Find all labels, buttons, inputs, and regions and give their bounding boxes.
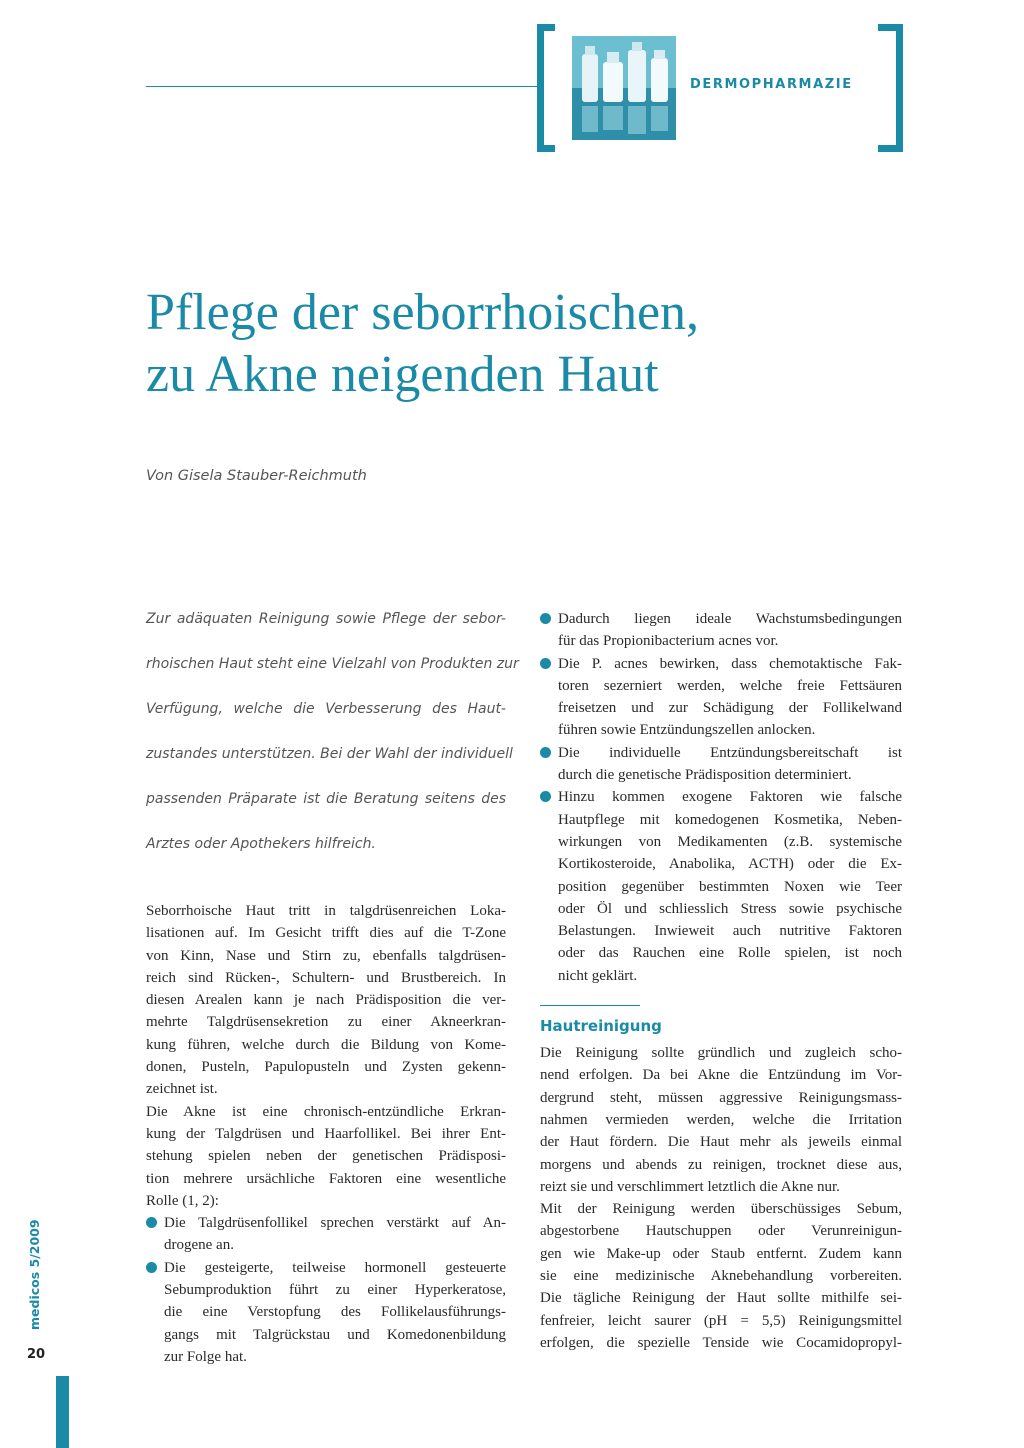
- body-column-right: [540, 608, 902, 1354]
- text-line: Die P. acnes bewirken, dass chemotaktische Fak-: [558, 655, 902, 672]
- title-line: Pflege der seborrhoischen,: [146, 284, 700, 341]
- bullet-dot-icon: [540, 791, 551, 802]
- lead-line: passenden Präparate ist die Beratung seitens des: [146, 791, 506, 807]
- text-line: für das Propionibacterium acnes vor.: [558, 633, 779, 650]
- text-line: sie eine medizinische Aknebehandlung vorbereiten.: [540, 1268, 902, 1285]
- text-line: morgens und abends zu reinigen, trocknet diese aus,: [540, 1156, 902, 1173]
- text-line: reizt sie und verschlimmert letztlich die Akne nur.: [540, 1178, 840, 1195]
- text-line: nicht geklärt.: [558, 967, 638, 984]
- text-line: von Kinn, Nase und Stirn zu, ebenfalls talgdrüsen-: [146, 947, 506, 964]
- body-paragraph: [540, 1042, 902, 1198]
- text-line: tion mehrere ursächliche Faktoren eine wesentliche: [146, 1170, 506, 1187]
- text-line: Die gesteigerte, teilweise hormonell gesteuerte: [164, 1259, 506, 1276]
- text-line: kung führen, welche durch die Bildung von Kome-: [146, 1036, 506, 1053]
- header-bracket-right: [878, 24, 903, 152]
- text-line: nend erfolgen. Da bei Akne die Entzündung im Vor-: [540, 1067, 902, 1084]
- text-line: gangs mit Talgrückstau und Komedonenbildung: [164, 1326, 506, 1343]
- text-line: reich sind Rücken-, Schultern- und Brustbereich. In: [146, 969, 506, 986]
- bullet-dot-icon: [540, 747, 551, 758]
- subheading: Hautreinigung: [540, 1017, 662, 1036]
- text-line: Hinzu kommen exogene Faktoren wie falsche: [558, 789, 902, 806]
- text-line: Die Akne ist eine chronisch-entzündliche Erkran-: [146, 1103, 506, 1120]
- text-line: Die individuelle Entzündungsbereitschaft ist: [558, 744, 902, 761]
- text-line: Die Reinigung sollte gründlich und zugleich scho-: [540, 1045, 902, 1062]
- lead-paragraph: [146, 606, 519, 876]
- bullet-item: [146, 1212, 506, 1257]
- text-line: mehrte Talgdrüsensekretion zu einer Akneerkran-: [146, 1014, 506, 1031]
- text-line: oder Öl und schliesslich Stress sowie psychische: [558, 900, 902, 917]
- text-line: nahmen vermieden werden, welche die Irritation: [540, 1111, 902, 1128]
- text-line: zeichnet ist.: [146, 1081, 218, 1098]
- bullet-dot-icon: [540, 658, 551, 669]
- bullet-item: [540, 608, 902, 653]
- text-line: Seborrhoische Haut tritt in talgdrüsenreichen Loka-: [146, 903, 506, 919]
- bullet-item: [540, 742, 902, 787]
- text-line: Die Talgdrüsenfollikel sprechen verstärkt auf An-: [164, 1215, 506, 1232]
- bullet-item: [540, 786, 902, 987]
- text-line: lisationen auf. Im Gesicht trifft dies auf die T-Zone: [146, 925, 506, 942]
- text-line: position gegenüber bestimmten Noxen wie Teer: [558, 878, 902, 895]
- text-line: erfolgen, die spezielle Tenside wie Cocamidopropyl-: [540, 1334, 902, 1351]
- journal-issue: medicos 5/2009: [27, 1219, 42, 1330]
- text-line: gen wie Make-up oder Staub entfernt. Zudem kann: [540, 1245, 902, 1262]
- text-line: Dadurch liegen ideale Wachstumsbedingungen: [558, 611, 902, 627]
- text-line: durch die genetische Prädisposition determiniert.: [558, 767, 852, 784]
- text-line: diesen Arealen kann je nach Prädisposition die ver-: [146, 992, 506, 1009]
- skincare-tubes-icon: [572, 36, 676, 140]
- text-line: Belastungen. Inwieweit auch nutritive Faktoren: [558, 923, 902, 940]
- side-accent-bar: [56, 1376, 69, 1448]
- text-line: Die tägliche Reinigung der Haut sollte mithilfe sei-: [540, 1290, 902, 1307]
- text-line: führen sowie Entzündungszellen anlocken.: [558, 722, 816, 739]
- section-label: DERMOPHARMAZIE: [690, 77, 853, 92]
- text-line: Sebumproduktion führt zu einer Hyperkeratose,: [164, 1282, 506, 1299]
- bullet-dot-icon: [146, 1262, 157, 1273]
- lead-line: rhoischen Haut steht eine Vielzahl von Produkten zur: [146, 656, 519, 672]
- text-line: oder das Rauchen eine Rolle spielen, ist noch: [558, 945, 902, 962]
- header-rule: [146, 86, 538, 87]
- author-byline: Von Gisela Stauber-Reichmuth: [146, 468, 367, 484]
- text-line: Rolle (1, 2):: [146, 1192, 219, 1209]
- body-column-left: [146, 900, 506, 1368]
- lead-line: zustandes unterstützen. Bei der Wahl der individuell: [146, 746, 513, 762]
- bullet-dot-icon: [540, 613, 551, 624]
- header-bracket-left: [537, 24, 555, 152]
- body-paragraph: [146, 900, 506, 1101]
- bullet-dot-icon: [146, 1217, 157, 1228]
- text-line: Kortikosteroide, Anabolika, ACTH) oder die Ex-: [558, 856, 902, 873]
- lead-line: Verfügung, welche die Verbesserung des Haut-: [146, 701, 506, 717]
- lead-line: Zur adäquaten Reinigung sowie Pflege der sebor-: [146, 611, 506, 627]
- subheading-rule: [540, 1005, 640, 1006]
- text-line: abgestorbene Hautschuppen oder Verunreinigun-: [540, 1223, 902, 1240]
- text-line: Mit der Reinigung werden überschüssiges Sebum,: [540, 1201, 902, 1218]
- body-paragraph: [540, 1198, 902, 1354]
- body-paragraph: [146, 1101, 506, 1212]
- lead-line: Arztes oder Apothekers hilfreich.: [146, 836, 376, 852]
- text-line: drogene an.: [164, 1237, 234, 1254]
- bullet-item: [146, 1257, 506, 1368]
- text-line: stehung spielen neben der genetischen Prädisposi-: [146, 1148, 506, 1165]
- article-title: [146, 282, 966, 406]
- text-line: dergrund steht, müssen aggressive Reinigungsmass-: [540, 1089, 902, 1106]
- title-line: zu Akne neigenden Haut: [146, 346, 659, 403]
- text-line: fenfreier, leicht saurer (pH = 5,5) Reinigungsmittel: [540, 1312, 902, 1329]
- text-line: wirkungen von Medikamenten (z.B. systemische: [558, 833, 902, 850]
- text-line: der Haut fördern. Die Haut mehr als jeweils einmal: [540, 1134, 902, 1151]
- page-number: 20: [27, 1347, 46, 1362]
- text-line: Hautpflege mit komedogenen Kosmetika, Neben-: [558, 811, 902, 828]
- bullet-item: [540, 653, 902, 742]
- text-line: toren sezerniert werden, welche freie Fettsäuren: [558, 677, 902, 694]
- text-line: die eine Verstopfung des Follikelausführungs-: [164, 1304, 506, 1321]
- text-line: kung der Talgdrüsen und Haarfollikel. Bei ihrer Ent-: [146, 1125, 506, 1142]
- text-line: donen, Pusteln, Papulopusteln und Zysten gekenn-: [146, 1059, 506, 1076]
- text-line: freisetzen und zur Schädigung der Follikelwand: [558, 700, 902, 717]
- text-line: zur Folge hat.: [164, 1348, 247, 1365]
